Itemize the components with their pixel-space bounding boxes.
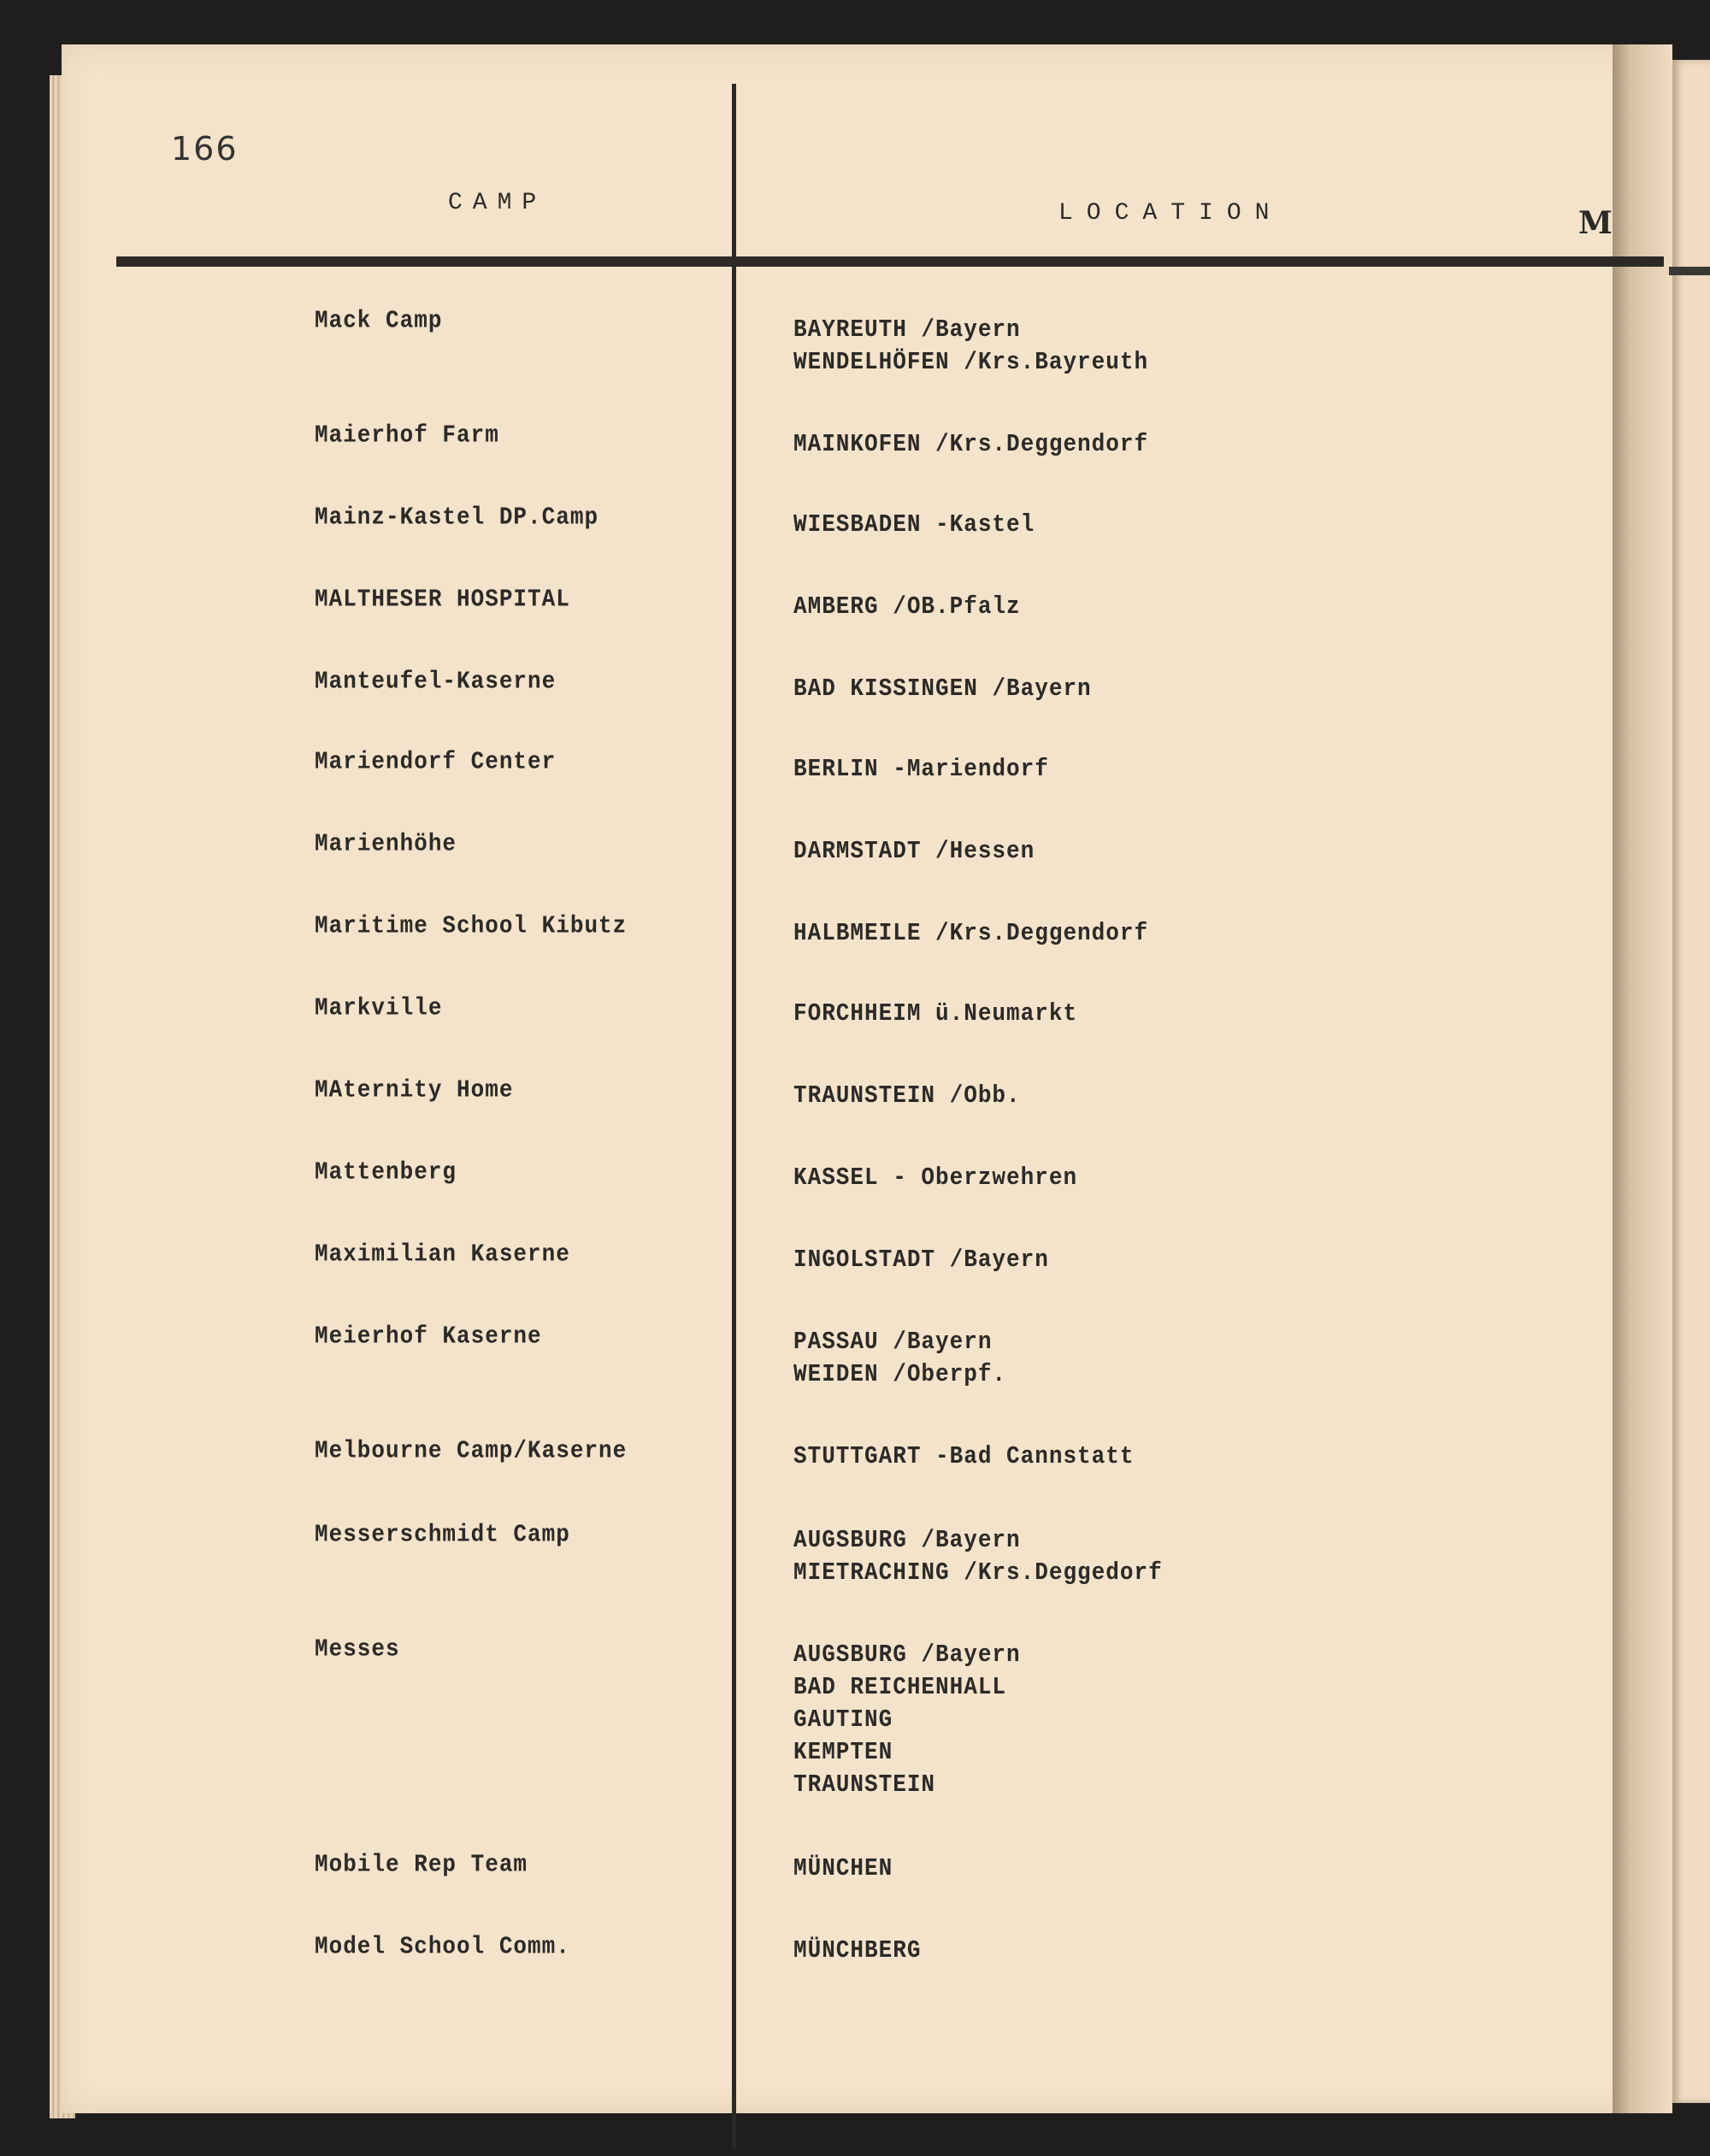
location-line: AUGSBURG /Bayern bbox=[793, 1640, 1021, 1670]
location-line: KEMPTEN bbox=[793, 1737, 893, 1767]
location-line: BAD REICHENHALL bbox=[793, 1672, 1007, 1702]
location-line: BERLIN -Mariendorf bbox=[793, 754, 1049, 784]
camp-name: Marienhöhe bbox=[315, 829, 457, 858]
camp-name: Mack Camp bbox=[315, 306, 443, 335]
section-letter: M bbox=[1578, 205, 1613, 241]
camp-name: MALTHESER HOSPITAL bbox=[315, 585, 570, 614]
header-rule bbox=[116, 256, 1664, 267]
location-line: PASSAU /Bayern bbox=[793, 1327, 993, 1357]
location-line: BAD KISSINGEN /Bayern bbox=[793, 674, 1092, 704]
camp-name: Markville bbox=[315, 993, 443, 1022]
location-line: WENDELHÖFEN /Krs.Bayreuth bbox=[793, 347, 1149, 377]
location-line: BAYREUTH /Bayern bbox=[793, 315, 1021, 345]
camp-name: Mobile Rep Team bbox=[315, 1850, 528, 1879]
location-line: TRAUNSTEIN /Obb. bbox=[793, 1081, 1021, 1110]
camp-name: Model School Comm. bbox=[315, 1932, 570, 1961]
next-page-edge bbox=[1672, 60, 1710, 2103]
camp-name: Melbourne Camp/Kaserne bbox=[315, 1436, 628, 1465]
location-column-header: LOCATION bbox=[1058, 200, 1283, 227]
camp-name: Meierhof Kaserne bbox=[315, 1322, 542, 1351]
column-divider bbox=[732, 84, 736, 2148]
location-line: WIESBADEN -Kastel bbox=[793, 510, 1035, 539]
camp-name: MAternity Home bbox=[315, 1075, 514, 1105]
camp-name: Maierhof Farm bbox=[315, 421, 499, 450]
next-page-header-rule bbox=[1669, 267, 1710, 275]
camp-name: Mariendorf Center bbox=[315, 747, 557, 776]
location-line: HALBMEILE /Krs.Deggendorf bbox=[793, 918, 1149, 948]
location-line: MÜNCHEN bbox=[793, 1853, 893, 1883]
location-line: FORCHHEIM ü.Neumarkt bbox=[793, 998, 1078, 1028]
page-gutter bbox=[1613, 44, 1672, 2113]
location-line: STUTTGART -Bad Cannstatt bbox=[793, 1441, 1135, 1471]
location-line: TRAUNSTEIN bbox=[793, 1770, 936, 1800]
location-line: INGOLSTADT /Bayern bbox=[793, 1245, 1049, 1275]
location-line: DARMSTADT /Hessen bbox=[793, 836, 1035, 866]
location-line: KASSEL - Oberzwehren bbox=[793, 1163, 1078, 1193]
location-line: MIETRACHING /Krs.Deggedorf bbox=[793, 1558, 1163, 1588]
camp-name: Maritime School Kibutz bbox=[315, 911, 628, 940]
location-line: MÜNCHBERG bbox=[793, 1935, 922, 1965]
location-line: GAUTING bbox=[793, 1705, 893, 1735]
location-line: AUGSBURG /Bayern bbox=[793, 1525, 1021, 1555]
location-line: AMBERG /OB.Pfalz bbox=[793, 592, 1021, 621]
location-line: MAINKOFEN /Krs.Deggendorf bbox=[793, 429, 1149, 459]
camp-column-header: CAMP bbox=[448, 190, 547, 216]
camp-name: Maximilian Kaserne bbox=[315, 1240, 570, 1269]
camp-name: Manteufel-Kaserne bbox=[315, 667, 557, 696]
page-number: 166 bbox=[171, 130, 239, 168]
camp-name: Messerschmidt Camp bbox=[315, 1520, 570, 1549]
location-line: WEIDEN /Oberpf. bbox=[793, 1359, 1007, 1389]
camp-name: Messes bbox=[315, 1635, 400, 1664]
camp-name: Mainz-Kastel DP.Camp bbox=[315, 503, 599, 532]
camp-name: Mattenberg bbox=[315, 1158, 457, 1187]
